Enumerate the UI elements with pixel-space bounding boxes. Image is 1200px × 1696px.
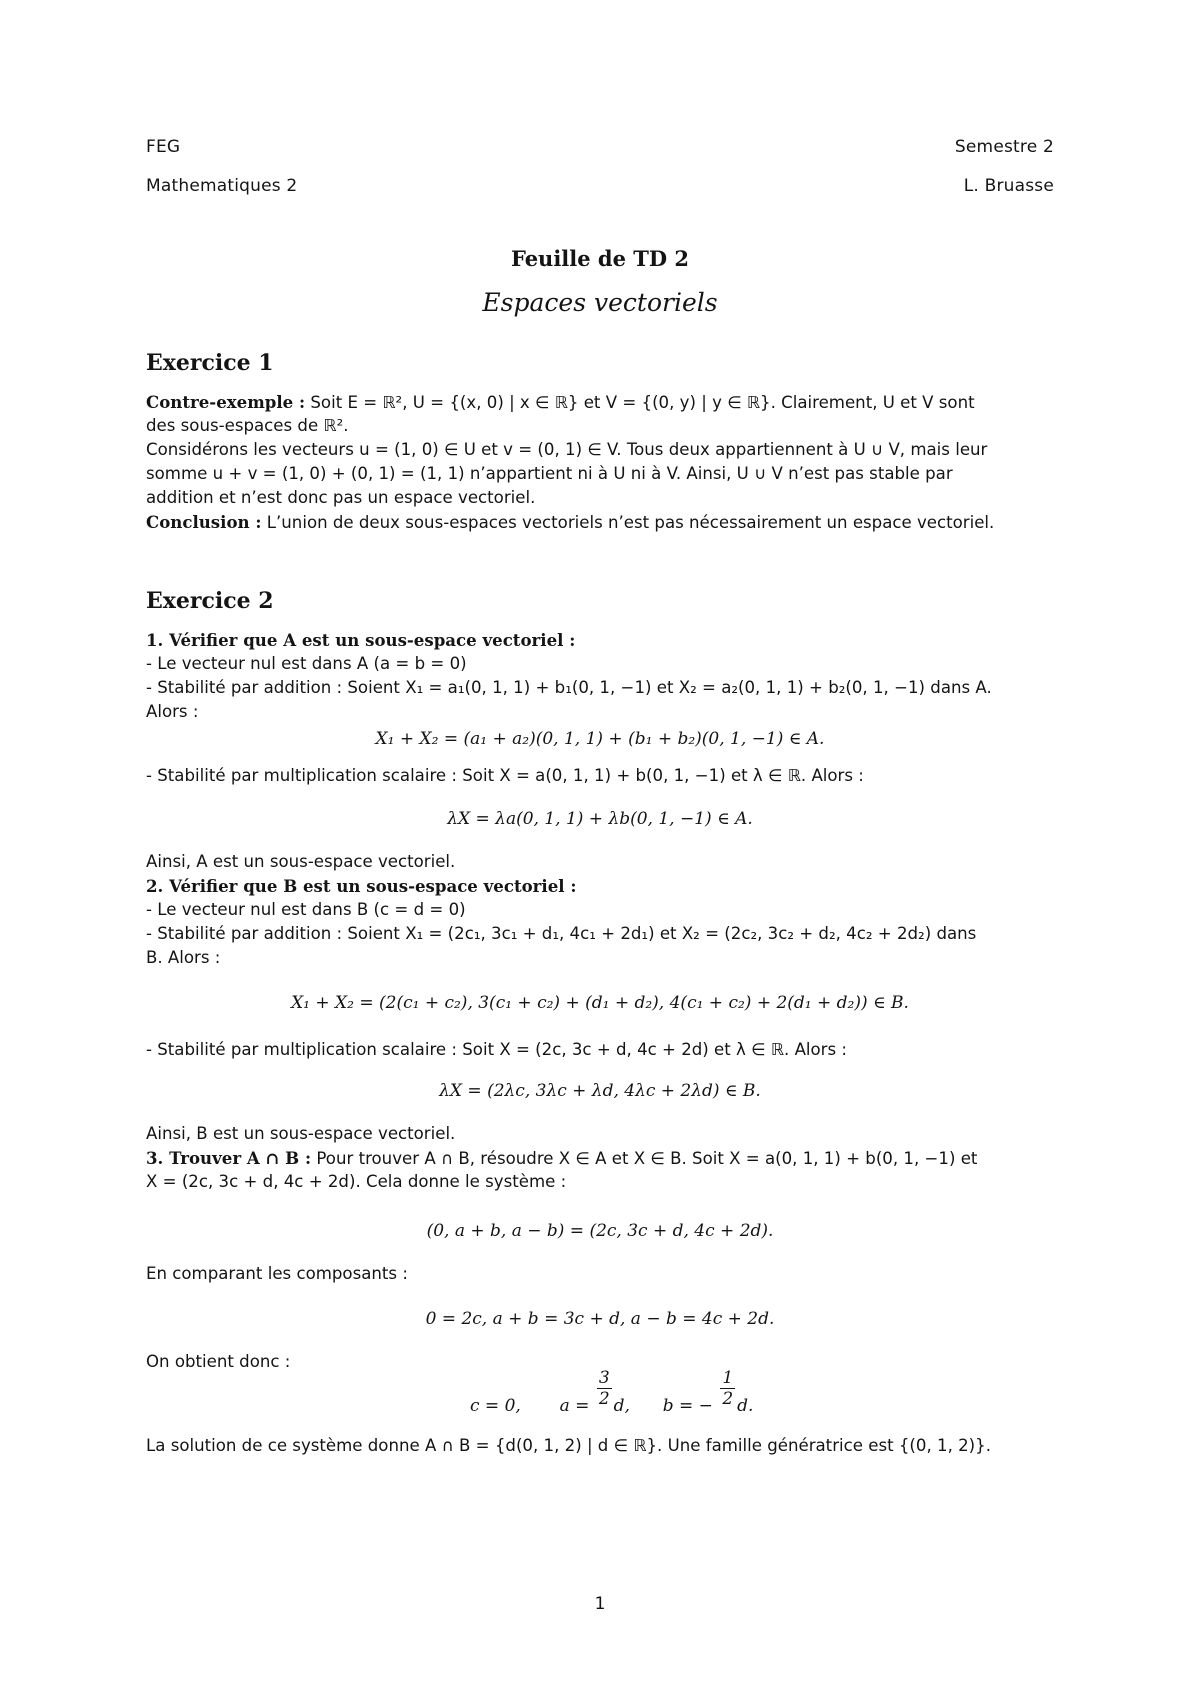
- exercise-2-line: [146, 702, 1056, 722]
- exercise-1-line: [146, 512, 1056, 533]
- document-title: Feuille de TD 2: [510, 246, 690, 271]
- display-equation: λX = λa(0, 1, 1) + λb(0, 1, −1) ∈ A.: [447, 809, 753, 829]
- exercise-2-line: [146, 766, 1056, 786]
- display-equation: λX = (2λc, 3λc + λd, 4λc + 2λd) ∈ B.: [439, 1081, 761, 1101]
- fraction-numerator: 1: [722, 1368, 734, 1388]
- exercise-2-line: [146, 630, 1056, 651]
- line-text: - Stabilité par addition : Soient X₁ = a₁(0, 1, 1) + b₁(0, 1, −1) et X₂ = a₂(0, 1, 1) + b₂(0, 1, −1) dans A.: [146, 678, 992, 697]
- display-equation: 0 = 2c, a + b = 3c + d, a − b = 4c + 2d.: [425, 1309, 775, 1329]
- line-text: Soit E = ℝ², U = {(x, 0) | x ∈ ℝ} et V = {(0, y) | y ∈ ℝ}. Clairement, U et V sont: [305, 393, 975, 412]
- line-text: La solution de ce système donne A ∩ B = {d(0, 1, 2) | d ∈ ℝ}. Une famille génératrice est {(0, 1, 2)}.: [146, 1436, 991, 1455]
- solution-equation: [0, 1368, 1200, 1424]
- bold-label: 2. Vérifier que B est un sous-espace vectoriel :: [146, 876, 577, 896]
- solution-b-lhs: b = −: [662, 1396, 713, 1416]
- exercise-2-line: [146, 1172, 1056, 1192]
- exercise-1-line: [146, 488, 1056, 508]
- line-text: - Stabilité par addition : Soient X₁ = (2c₁, 3c₁ + d₁, 4c₁ + 2d₁) et X₂ = (2c₂, 3c₂ + d₂, 4c₂ + 2d₂) dans: [146, 924, 977, 943]
- bold-label: 1. Vérifier que A est un sous-espace vectoriel :: [146, 630, 576, 650]
- exercise-2-line: [146, 900, 1056, 920]
- bold-label: Conclusion :: [146, 512, 262, 532]
- line-text: On obtient donc :: [146, 1352, 291, 1371]
- fraction-numerator: 3: [598, 1368, 610, 1388]
- page-number: 1: [594, 1594, 606, 1614]
- exercise-2-line: [146, 876, 1056, 897]
- display-equation: X₁ + X₂ = (2(c₁ + c₂), 3(c₁ + c₂) + (d₁ + d₂), 4(c₁ + c₂) + 2(d₁ + d₂)) ∈ B.: [291, 993, 909, 1013]
- exercise-2-line: [146, 1436, 1056, 1456]
- header-institution: FEG: [146, 137, 181, 157]
- line-text: - Le vecteur nul est dans B (c = d = 0): [146, 900, 466, 919]
- line-text: Alors :: [146, 702, 199, 721]
- line-text: Considérons les vecteurs u = (1, 0) ∈ U et v = (0, 1) ∈ V. Tous deux appartiennent à U ∪ V, mais leur: [146, 440, 988, 459]
- exercise-2-line: [146, 1264, 1056, 1284]
- line-text: En comparant les composants :: [146, 1264, 408, 1283]
- solution-a-lhs: a =: [559, 1396, 590, 1416]
- line-text: - Stabilité par multiplication scalaire : Soit X = (2c, 3c + d, 4c + 2d) et λ ∈ ℝ. Alors :: [146, 1040, 848, 1059]
- exercise-2-line: [146, 1148, 1056, 1169]
- exercise-2-line: [146, 924, 1056, 944]
- line-text: Pour trouver A ∩ B, résoudre X ∈ A et X ∈ B. Soit X = a(0, 1, 1) + b(0, 1, −1) et: [311, 1149, 978, 1168]
- exercise-1-line: [146, 392, 1056, 413]
- bold-label: Contre-exemple :: [146, 392, 306, 412]
- solution-a-rhs: d,: [613, 1396, 630, 1416]
- fraction-denominator: 2: [598, 1389, 610, 1409]
- line-text: Ainsi, A est un sous-espace vectoriel.: [146, 852, 456, 871]
- line-text: L’union de deux sous-espaces vectoriels n’est pas nécessairement un espace vectoriel.: [261, 513, 995, 532]
- fraction-three-halves: [597, 1368, 612, 1409]
- header-author: L. Bruasse: [963, 176, 1054, 196]
- exercise-1-heading: Exercice 1: [146, 350, 274, 376]
- exercise-2-line: [146, 1124, 1056, 1144]
- line-text: somme u + v = (1, 0) + (0, 1) = (1, 1) n’appartient ni à U ni à V. Ainsi, U ∪ V n’est pas stable par: [146, 464, 953, 483]
- document-subtitle: Espaces vectoriels: [482, 288, 718, 317]
- line-text: addition et n’est donc pas un espace vectoriel.: [146, 488, 536, 507]
- exercise-2-line: [146, 852, 1056, 872]
- line-text: des sous-espaces de ℝ².: [146, 416, 349, 435]
- bold-label: 3. Trouver A ∩ B :: [146, 1148, 312, 1168]
- exercise-2-heading: Exercice 2: [146, 588, 274, 614]
- line-text: X = (2c, 3c + d, 4c + 2d). Cela donne le système :: [146, 1172, 567, 1191]
- exercise-1-line: [146, 464, 1056, 484]
- line-text: - Le vecteur nul est dans A (a = b = 0): [146, 654, 467, 673]
- display-equation: (0, a + b, a − b) = (2c, 3c + d, 4c + 2d).: [426, 1221, 774, 1241]
- solution-b-rhs: d.: [737, 1396, 754, 1416]
- exercise-2-line: [146, 654, 1056, 674]
- exercise-2-line: [146, 948, 1056, 968]
- line-text: - Stabilité par multiplication scalaire : Soit X = a(0, 1, 1) + b(0, 1, −1) et λ ∈ ℝ. Alors :: [146, 766, 864, 785]
- line-text: B. Alors :: [146, 948, 221, 967]
- exercise-1-line: [146, 440, 1056, 460]
- solution-c: c = 0,: [470, 1396, 521, 1416]
- exercise-2-line: [146, 678, 1056, 698]
- line-text: Ainsi, B est un sous-espace vectoriel.: [146, 1124, 456, 1143]
- fraction-denominator: 2: [722, 1389, 734, 1409]
- header-semester: Semestre 2: [954, 137, 1054, 157]
- header-course: Mathematiques 2: [146, 176, 298, 196]
- display-equation: X₁ + X₂ = (a₁ + a₂)(0, 1, 1) + (b₁ + b₂)(0, 1, −1) ∈ A.: [375, 729, 825, 749]
- exercise-2-line: [146, 1040, 1056, 1060]
- fraction-one-half: [720, 1368, 735, 1409]
- solution-equation-content: [470, 1368, 754, 1416]
- exercise-1-line: [146, 416, 1056, 436]
